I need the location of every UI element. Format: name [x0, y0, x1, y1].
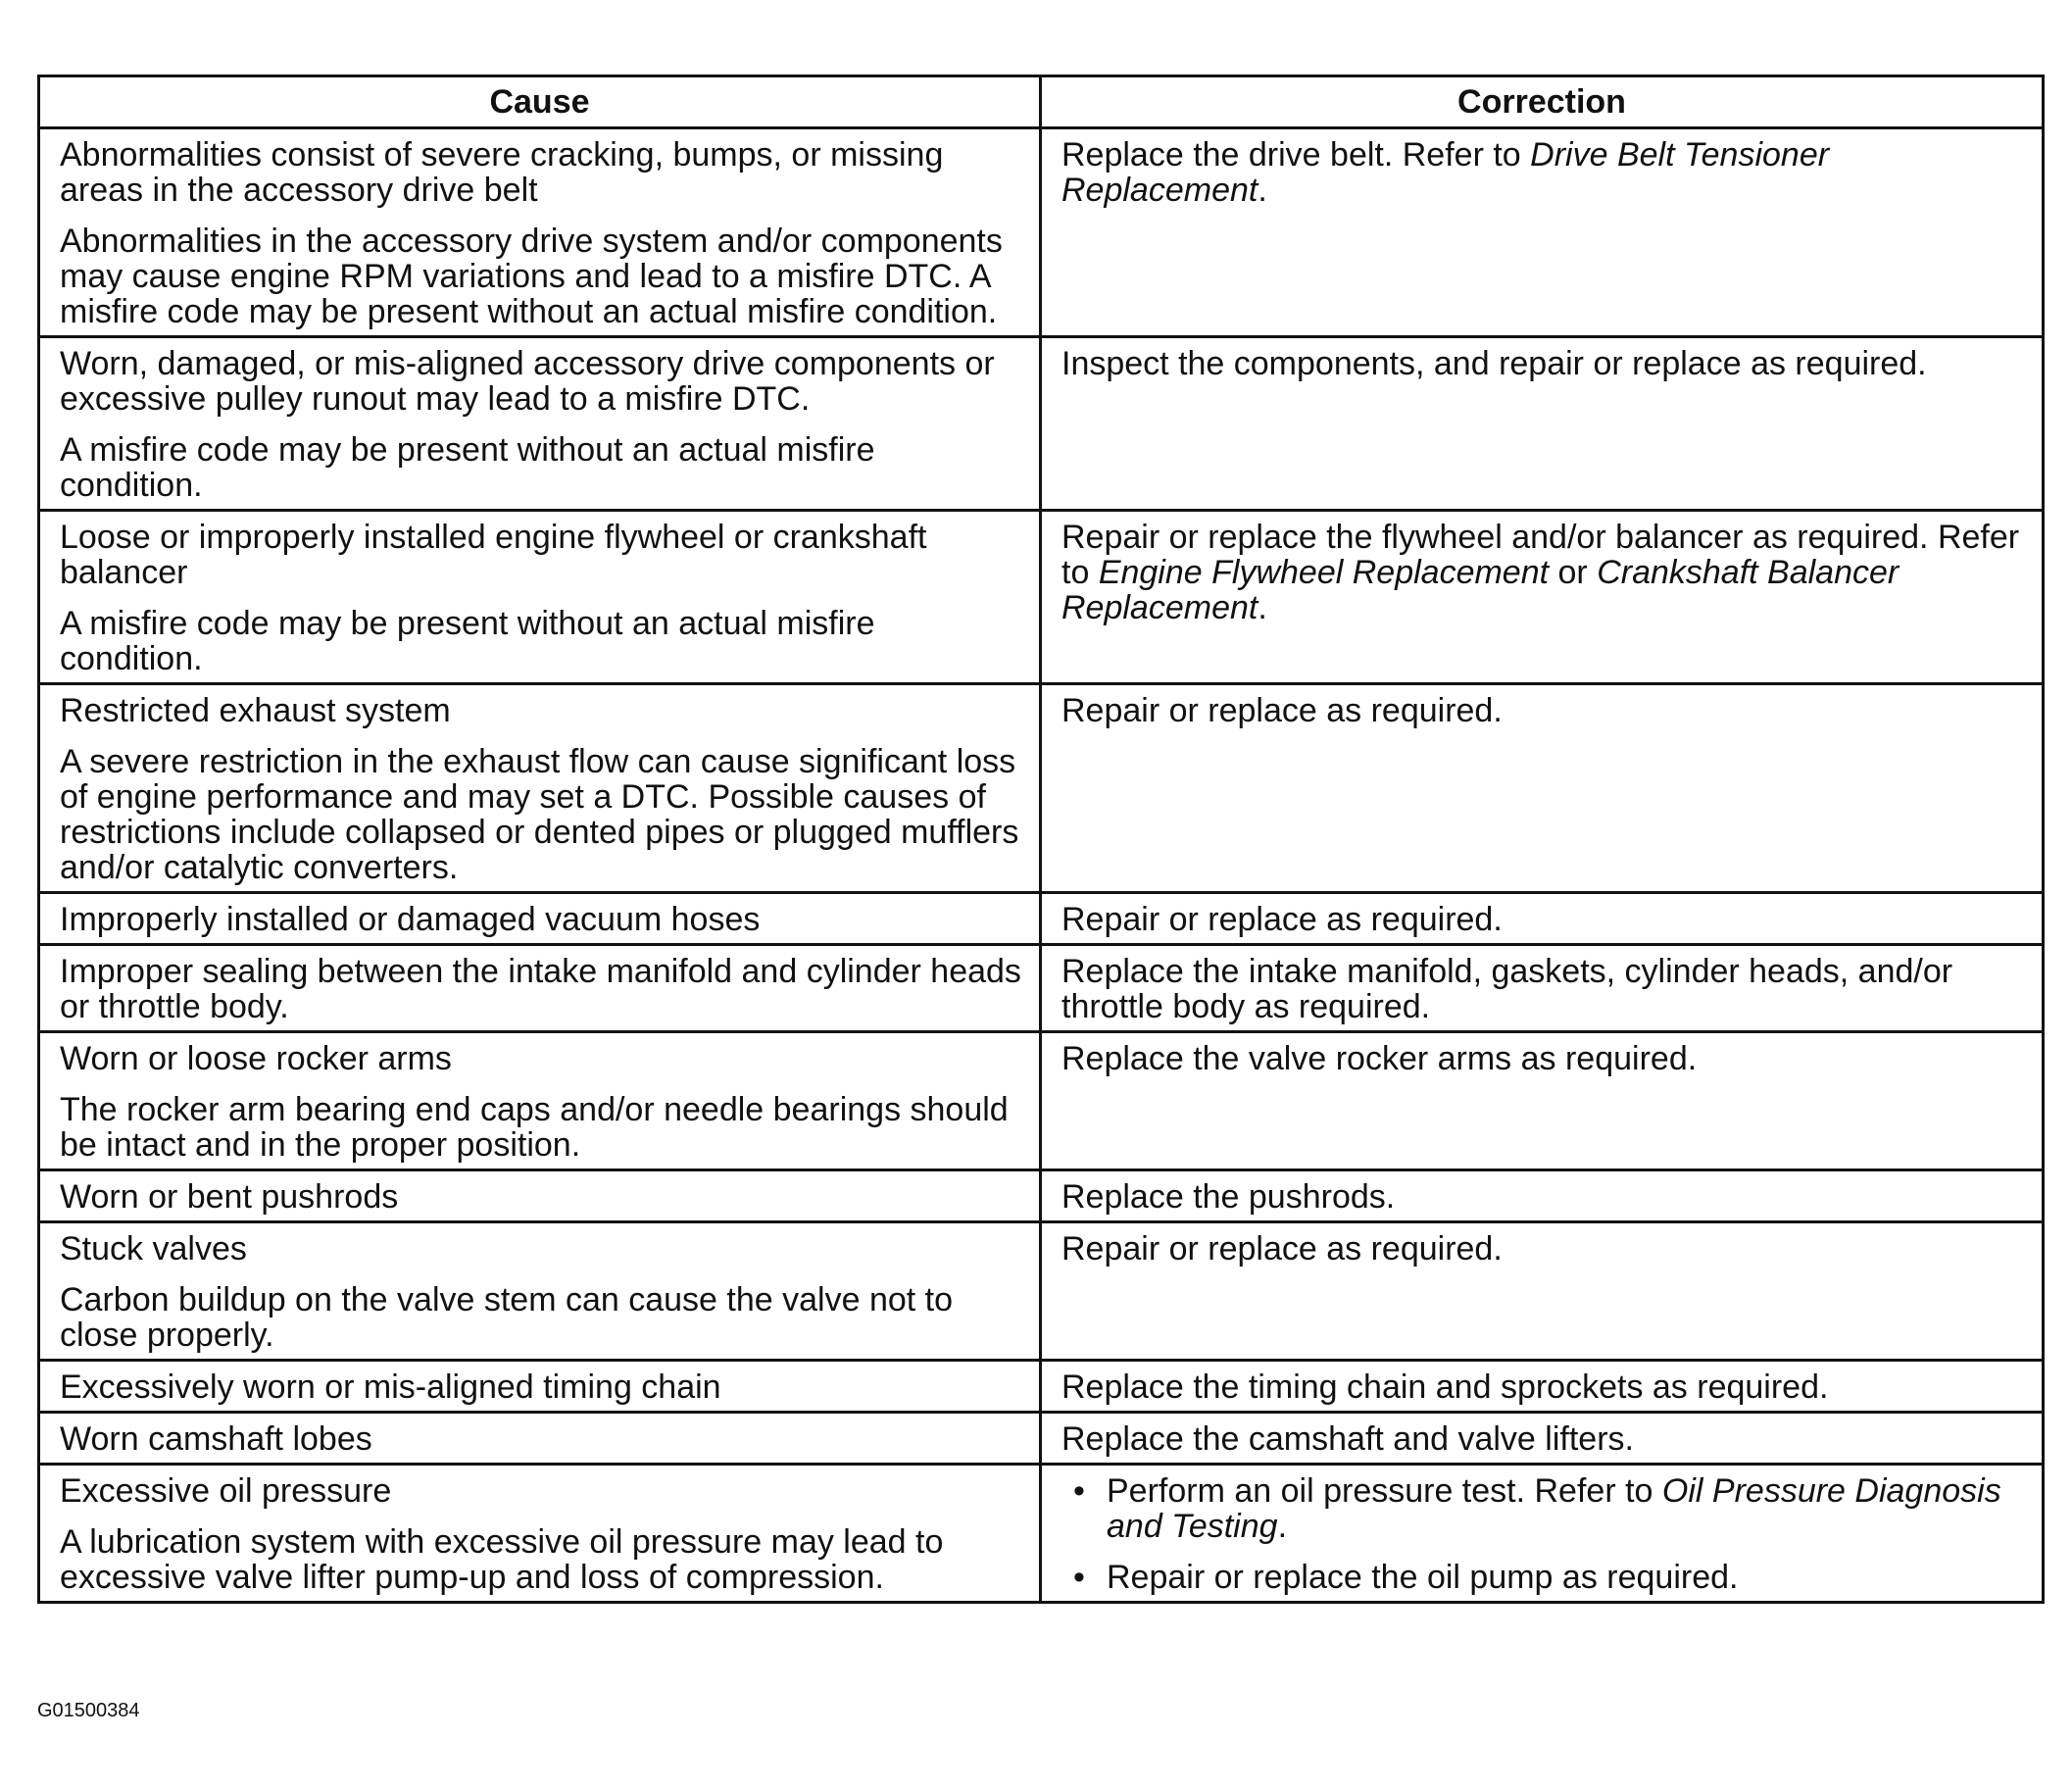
header-cause: Cause	[39, 76, 1041, 128]
correction-list-item	[1107, 1560, 2024, 1595]
cause-title: Worn camshaft lobes	[60, 1420, 372, 1458]
table-row	[39, 1361, 2044, 1413]
correction-text	[1061, 693, 2024, 728]
correction-text	[1061, 1041, 2024, 1076]
figure-id: G01500384	[37, 1700, 140, 1721]
table-row	[39, 1032, 2044, 1170]
text-run: Repair or replace as required.	[1061, 692, 1503, 729]
cause-detail: A severe restriction in the exhaust flow can cause significant loss of engine performance and may set a DTC. Possible causes of restrictions include collapsed or dented pipes or plugged mufflers and/or catalytic converters.	[60, 743, 1019, 886]
reference-text: Drive Belt Tensioner Replacement	[1061, 136, 1830, 209]
correction-cell	[1041, 1170, 2044, 1222]
cause-cell	[39, 1361, 1041, 1413]
header-row	[39, 76, 2044, 128]
correction-cell	[1041, 1465, 2044, 1603]
cause-cell	[39, 1465, 1041, 1603]
text-run: .	[1258, 589, 1267, 626]
reference-text: Oil Pressure Diagnosis and Testing	[1107, 1472, 2001, 1545]
correction-text	[1061, 1369, 2024, 1405]
correction-text	[1061, 520, 2024, 625]
correction-cell	[1041, 1413, 2044, 1465]
cause-cell	[39, 684, 1041, 893]
cause-cell	[39, 128, 1041, 337]
text-run: Replace the intake manifold, gaskets, cylinder heads, and/or throttle body as required.	[1061, 953, 1953, 1025]
cause-title: Abnormalities consist of severe cracking, bumps, or missing areas in the accessory drive belt	[60, 136, 944, 209]
correction-cell	[1041, 893, 2044, 945]
reference-text: Engine Flywheel Replacement	[1098, 554, 1550, 591]
cause-cell	[39, 337, 1041, 511]
cause-title: Excessively worn or mis-aligned timing chain	[60, 1368, 721, 1406]
table-row	[39, 893, 2044, 945]
correction-text	[1061, 902, 2024, 937]
correction-list-item	[1107, 1473, 2024, 1544]
correction-cell	[1041, 945, 2044, 1032]
correction-text	[1061, 1231, 2024, 1267]
table-row	[39, 684, 2044, 893]
correction-text	[1061, 1179, 2024, 1215]
text-run: Replace the pushrods.	[1061, 1178, 1396, 1216]
table-row	[39, 511, 2044, 684]
text-run: or	[1549, 554, 1598, 591]
correction-cell	[1041, 1361, 2044, 1413]
correction-cell	[1041, 1222, 2044, 1361]
text-run: .	[1277, 1508, 1288, 1545]
text-run: Repair or replace the oil pump as required.	[1107, 1559, 1739, 1596]
reference-text: Crankshaft Balancer Replacement	[1061, 554, 1899, 626]
cause-detail: The rocker arm bearing end caps and/or needle bearings should be intact and in the proper position.	[60, 1091, 1009, 1164]
cause-detail: A misfire code may be present without an actual misfire condition.	[60, 431, 875, 504]
text-run: Repair or replace as required.	[1061, 1230, 1503, 1268]
cause-cell	[39, 511, 1041, 684]
text-run: Replace the drive belt. Refer to	[1061, 136, 1531, 174]
cause-title: Worn or loose rocker arms	[60, 1040, 452, 1077]
correction-text	[1061, 346, 2024, 381]
table-header	[39, 76, 2044, 128]
correction-cell	[1041, 684, 2044, 893]
correction-cell	[1041, 128, 2044, 337]
correction-cell	[1041, 511, 2044, 684]
table-row	[39, 1413, 2044, 1465]
cause-detail: Carbon buildup on the valve stem can cause the valve not to close properly.	[60, 1281, 954, 1354]
cause-cell	[39, 1032, 1041, 1170]
diagnostic-table	[37, 75, 2045, 1604]
correction-text	[1061, 1421, 2024, 1457]
cause-title: Loose or improperly installed engine flywheel or crankshaft balancer	[60, 519, 927, 591]
correction-cell	[1041, 337, 2044, 511]
cause-title: Excessive oil pressure	[60, 1472, 392, 1510]
header-correction: Correction	[1041, 76, 2044, 128]
cause-cell	[39, 1413, 1041, 1465]
cause-cell	[39, 1222, 1041, 1361]
table-body	[39, 128, 2044, 1603]
table-row	[39, 1170, 2044, 1222]
text-run: Replace the valve rocker arms as required.	[1061, 1040, 1698, 1077]
table-row	[39, 128, 2044, 337]
cause-detail: Abnormalities in the accessory drive system and/or components may cause engine RPM variations and lead to a misfire DTC. A misfire code may be present without an actual misfire condition.	[60, 223, 1003, 330]
correction-list	[1061, 1473, 2024, 1595]
cause-cell	[39, 893, 1041, 945]
cause-title: Worn, damaged, or mis-aligned accessory drive components or excessive pulley runout may lead to a misfire DTC.	[60, 345, 995, 418]
text-run: Repair or replace as required.	[1061, 901, 1503, 938]
correction-cell	[1041, 1032, 2044, 1170]
cause-title: Restricted exhaust system	[60, 692, 451, 729]
cause-detail: A misfire code may be present without an actual misfire condition.	[60, 605, 875, 677]
cause-title: Improperly installed or damaged vacuum hoses	[60, 901, 761, 938]
cause-title: Stuck valves	[60, 1230, 247, 1268]
cause-title: Worn or bent pushrods	[60, 1178, 399, 1216]
text-run: .	[1258, 172, 1267, 209]
text-run: Perform an oil pressure test. Refer to	[1107, 1472, 1662, 1510]
text-run: Replace the timing chain and sprockets as required.	[1061, 1368, 1829, 1406]
cause-title: Improper sealing between the intake manifold and cylinder heads or throttle body.	[60, 953, 1021, 1025]
cause-detail: A lubrication system with excessive oil pressure may lead to excessive valve lifter pump-up and loss of compression.	[60, 1523, 944, 1596]
cause-cell	[39, 945, 1041, 1032]
correction-text	[1061, 954, 2024, 1024]
table-row	[39, 1222, 2044, 1361]
table-row	[39, 1465, 2044, 1603]
table-row	[39, 945, 2044, 1032]
text-run: Inspect the components, and repair or replace as required.	[1061, 345, 1927, 382]
correction-text	[1061, 137, 2024, 208]
text-run: Replace the camshaft and valve lifters.	[1061, 1420, 1634, 1458]
table-row	[39, 337, 2044, 511]
text-run: Repair or replace the flywheel and/or balancer as required. Refer to	[1061, 519, 2020, 591]
cause-cell	[39, 1170, 1041, 1222]
